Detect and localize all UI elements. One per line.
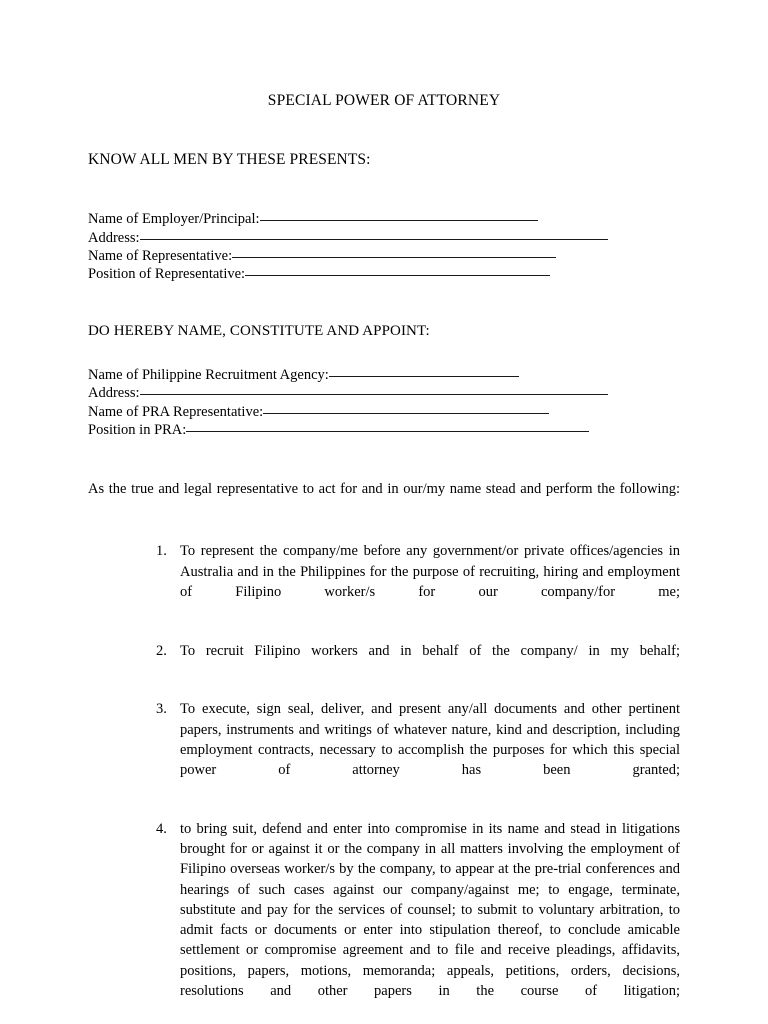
- form-row: [88, 229, 680, 247]
- field-blank-line[interactable]: [263, 413, 549, 414]
- clause-list: [88, 541, 680, 1021]
- field-label: Address:: [88, 385, 140, 402]
- page-title: SPECIAL POWER OF ATTORNEY: [267, 92, 501, 109]
- field-blank-line[interactable]: [260, 220, 538, 221]
- intro-paragraph: As the true and legal representative to act for and in our/my name stead and perform the following:: [88, 481, 680, 498]
- field-label: Position in PRA:: [88, 422, 187, 439]
- clause-item: [88, 541, 680, 622]
- field-blank-line[interactable]: [329, 376, 519, 377]
- form-row: [88, 210, 680, 228]
- clause-text: to bring suit, defend and enter into compromise in its name and stead in litigations brought for or against it or the company in all matters involving the employment of Filipino overseas worker/s by the company, to appear at the pre-trial conferences and hearings of such cases against our company/against me; to engage, terminate, substitute and pay for the services of counsel; to submit to voluntary arbitration, to admit facts or documents or enter into stipulation thereof, to conclude amicable settlement or compromise agreement and to file and receive pleadings, affidavits, positions, papers, motions, memoranda; appeals, petitions, orders, decisions, resolutions and other papers in the course of litigation;: [180, 820, 680, 1000]
- clause-text: To recruit Filipino workers and in behalf of the company/ in my behalf;: [180, 642, 680, 659]
- form-row: [88, 403, 680, 421]
- clause-text: To execute, sign seal, deliver, and present any/all documents and other pertinent papers, instruments and writings of whatever nature, kind and description, including employment contracts, necessary to accomplish the purposes for which this special power of attorney has been granted;: [180, 701, 680, 779]
- clause-item: [88, 699, 680, 800]
- field-label: Name of Employer/Principal:: [88, 211, 260, 228]
- clause-item: [88, 641, 680, 682]
- field-blank-line[interactable]: [140, 394, 608, 395]
- field-blank-line[interactable]: [186, 431, 589, 432]
- principal-fields-block: [88, 210, 680, 284]
- field-blank-line[interactable]: [232, 257, 556, 258]
- field-label: Name of Representative:: [88, 248, 233, 264]
- clause-number: 4.: [156, 820, 167, 837]
- form-row: [88, 366, 680, 384]
- form-row: [88, 265, 680, 283]
- clause-number: 1.: [156, 543, 167, 560]
- field-label: Name of PRA Representative:: [88, 403, 264, 420]
- salutation-text: KNOW ALL MEN BY THESE PRESENTS:: [88, 150, 371, 168]
- form-row: [88, 247, 680, 265]
- clause-item: [88, 819, 680, 1022]
- clause-number: 2.: [156, 642, 167, 659]
- agency-fields-block: [88, 366, 680, 440]
- field-blank-line[interactable]: [245, 275, 550, 276]
- section-heading: DO HEREBY NAME, CONSTITUTE AND APPOINT:: [88, 322, 430, 339]
- field-label: Position of Representative:: [88, 266, 246, 283]
- document-content: [88, 0, 680, 1022]
- clause-text: To represent the company/me before any government/or private offices/agencies in Australia and in the Philippines for the purpose of recruiting, hiring and employment of Filipino worker/s for our company/for me;: [180, 543, 680, 601]
- field-label: Address:: [88, 229, 140, 246]
- form-row: [88, 384, 680, 402]
- clause-number: 3.: [156, 701, 167, 718]
- form-row: [88, 421, 680, 439]
- field-label: Name of Philippine Recruitment Agency:: [88, 366, 329, 383]
- field-blank-line[interactable]: [140, 239, 608, 240]
